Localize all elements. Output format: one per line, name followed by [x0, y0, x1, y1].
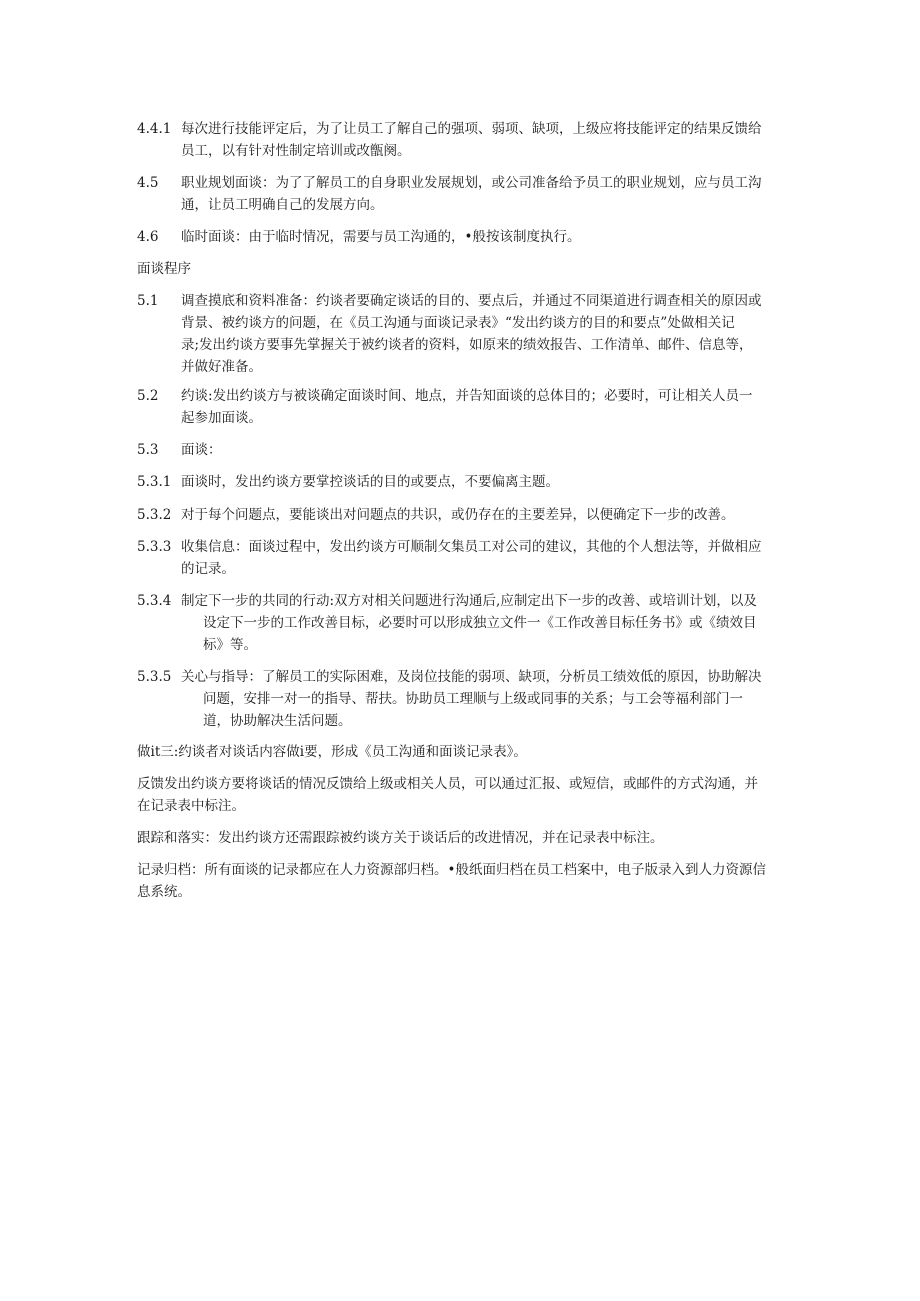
text-line: 关心与指导：了解员工的实际困难，及岗位技能的弱项、缺项，分析员工绩效低的原因，协助解决 [181, 669, 762, 685]
text-line: 问题，安排一对一的指导、帮扶。协助员工理顺与上级或同事的关系；与工会等福利部门一 [203, 691, 743, 707]
paragraph-text [181, 666, 787, 732]
paragraph-number: 5.3.2 [137, 507, 172, 523]
section-heading: 面谈程序 [137, 261, 191, 277]
paragraph-4-6 [137, 226, 787, 248]
paragraph-number: 5.3 [137, 442, 159, 458]
paragraph-5-3-4 [137, 590, 787, 656]
text-line: 标》等。 [203, 637, 257, 653]
text-line: 员工，以有针对性制定培训或改甑阕。 [181, 143, 411, 159]
text-line: 做it三:约谈者对谈话内容做i要，形成《员工沟通和面谈记录表》。 [137, 744, 527, 760]
text-line: 制定下一步的共同的行动:双方对相关问题进行沟通后,应制定出下一步的改善、或培训计划，以及 [181, 593, 757, 609]
paragraph-5-3-3 [137, 536, 787, 580]
paragraph-number: 5.3.4 [137, 593, 172, 609]
text-line: 收集信息：面谈过程中，发出约谈方可顺制攵集员工对公司的建议，其他的个人想法等，并做相应 [181, 539, 762, 555]
paragraph-text [181, 385, 787, 429]
paragraph-number: 4.4.1 [137, 121, 172, 137]
paragraph-text [181, 536, 787, 580]
paragraph-number: 4.6 [137, 229, 159, 245]
paragraph-number: 5.3.5 [137, 669, 172, 685]
paragraph-archiving [137, 859, 787, 903]
paragraph-number: 5.3.1 [137, 474, 172, 490]
paragraph-number: 5.2 [137, 388, 159, 404]
text-line: 息系统。 [137, 884, 191, 900]
paragraph-text [181, 471, 787, 493]
paragraph-4-4-1 [137, 118, 787, 162]
paragraph-number: 4.5 [137, 175, 159, 191]
paragraph-5-3 [137, 439, 787, 461]
text-line: 跟踪和落实：发出约谈方还需跟踪被约谈方关于谈话后的改进情况，并在记录表中标注。 [137, 830, 664, 846]
paragraph-5-3-5 [137, 666, 787, 732]
paragraph-text [181, 290, 787, 378]
paragraph-4-5 [137, 172, 787, 216]
paragraph-5-3-1 [137, 471, 787, 493]
paragraph-number: 5.3.3 [137, 539, 172, 555]
section-heading-interview-procedure [137, 258, 787, 280]
paragraph-summary [137, 741, 787, 763]
paragraph-text [181, 504, 787, 526]
text-line: 对于每个问题点，要能谈出对问题点的共识，或仍存在的主要差异，以便确定下一步的改善。 [181, 507, 735, 523]
paragraph-5-1 [137, 290, 787, 378]
text-line: 起参加面谈。 [181, 410, 262, 426]
text-line: 反馈发出约谈方要将谈话的情况反馈给上级或相关人员，可以通过汇报、或短信，或邮件的方式沟通，并 [137, 776, 758, 792]
text-line: 职业规划面谈：为了了解员工的自身职业发展规划，或公司准备给予员工的职业规划，应与员工沟 [181, 175, 762, 191]
text-line: 录;发出约谈方要事先掌握关于被约谈者的资料，如原来的绩效报告、工作清单、邮件、信息等， [181, 337, 753, 353]
text-line: 通，让员工明确自己的发展方向。 [181, 197, 384, 213]
paragraph-text [181, 439, 787, 461]
text-line: 的记录。 [181, 561, 235, 577]
paragraph-tracking [137, 827, 787, 849]
paragraph-feedback [137, 773, 787, 817]
paragraph-text [181, 226, 787, 248]
text-line: 道，协助解决生活问题。 [203, 713, 352, 729]
text-line: 背景、被约谈方的问题，在《员工沟通与面谈记录表》“发出约谈方的目的和要点”处做相关记 [181, 315, 735, 331]
text-line: 临时面谈：由于临时情况，需要与员工沟通的，•般按该制度执行。 [181, 229, 581, 245]
text-line: 面谈时，发出约谈方要掌控谈话的目的或要点，不要偏离主题。 [181, 474, 559, 490]
paragraph-text [181, 590, 787, 656]
text-line: 记录归档：所有面谈的记录都应在人力资源部归档。•般纸面归档在员工档案中，电子版录入到人力资源信 [137, 862, 766, 878]
paragraph-text [181, 172, 787, 216]
text-line: 面谈： [181, 442, 222, 458]
text-line: 在记录表中标注。 [137, 798, 245, 814]
text-line: 约谈:发出约谈方与被谈确定面谈时间、地点，并告知面谈的总体目的；必要时，可让相关人员一 [181, 388, 753, 404]
paragraph-5-3-2 [137, 504, 787, 526]
text-line: 调查摸底和资料准备：约谈者要确定谈话的目的、要点后，并通过不同渠道进行调查相关的原因或 [181, 293, 762, 309]
paragraph-number: 5.1 [137, 293, 159, 309]
paragraph-5-2 [137, 385, 787, 429]
text-line: 设定下一步的工作改善目标，必要时可以形成独立文件一《工作改善目标任务书》或《绩效目 [203, 615, 757, 631]
paragraph-text [181, 118, 787, 162]
text-line: 并做好准备。 [181, 359, 262, 375]
text-line: 每次进行技能评定后，为了让员工了解自己的强项、弱项、缺项，上级应将技能评定的结果反馈给 [181, 121, 762, 137]
